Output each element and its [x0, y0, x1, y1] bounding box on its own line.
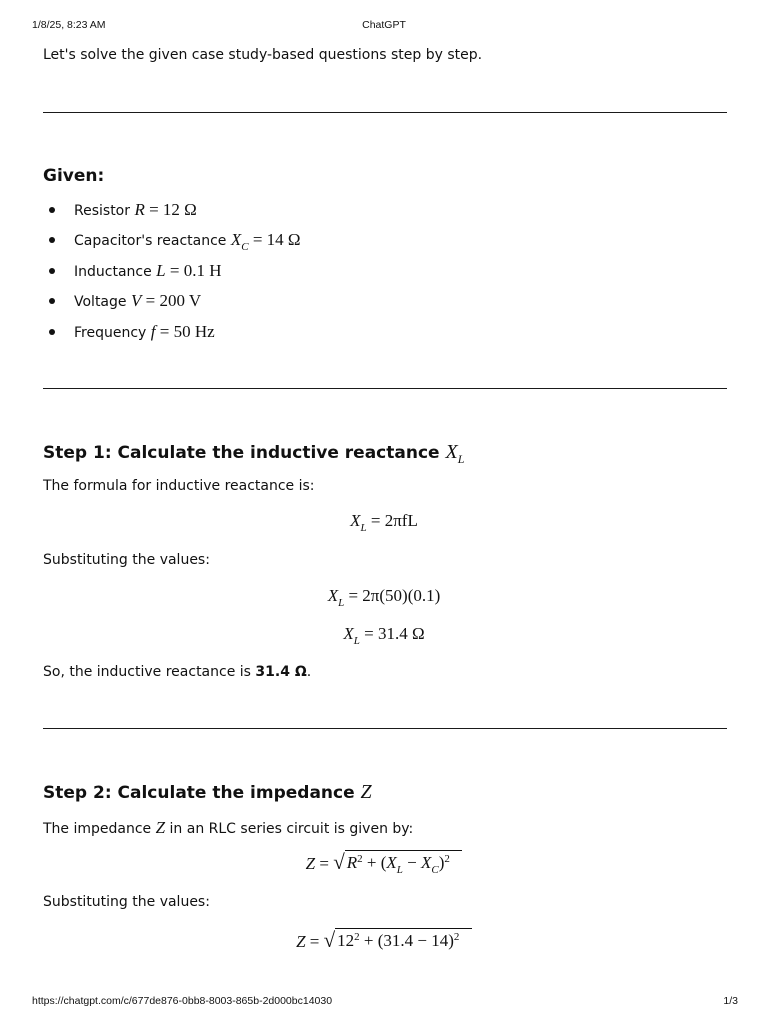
bullet-icon: [49, 268, 55, 274]
list-item: Inductance L = 0.1 H: [43, 257, 301, 287]
given-list: [43, 196, 301, 348]
print-url: https://chatgpt.com/c/677de876-0bb8-8003-865b-2d000bc14030: [32, 995, 333, 1007]
step1-formula: $X_L = 2\pi fL$: [350, 511, 418, 534]
print-datetime: 1/8/25, 8:23 AM: [32, 19, 106, 31]
step1-eq1: $X_L = 2\pi(50)(0.1)$: [327, 586, 441, 609]
list-item: Resistor R = 12 Ω: [43, 196, 301, 226]
step2-substituting: Substituting the values:: [43, 894, 210, 910]
step2-heading: Step 2: Calculate the impedance Z: [43, 781, 372, 803]
list-item: Voltage V = 200 V: [43, 287, 301, 317]
given-heading: Given:: [43, 166, 105, 186]
bullet-icon: [49, 298, 55, 304]
list-item: Frequency f = 50 Hz: [43, 318, 301, 348]
step2-intro: The impedance Z in an RLC series circuit is given by:: [43, 818, 414, 837]
step1-heading: Step 1: Calculate the inductive reactance $X_L$: [43, 441, 465, 466]
intro-text: Let's solve the given case study-based questions step by step.: [43, 47, 483, 63]
step2-formula: Z = √ $R^2 + (X_L - X_C)^2$: [0, 850, 768, 874]
step1-eq2: $X_L = 31.4$ Ω: [343, 624, 425, 647]
bullet-icon: [49, 329, 55, 335]
step1-conclusion: So, the inductive reactance is 31.4 Ω.: [43, 664, 312, 680]
divider: [43, 388, 727, 389]
bullet-icon: [49, 237, 55, 243]
bullet-icon: [49, 207, 55, 213]
print-footer: [0, 995, 768, 1009]
list-item: Capacitor's reactance $X_C = 14$ Ω: [43, 226, 301, 256]
divider: [43, 728, 727, 729]
print-page-title: ChatGPT: [362, 19, 406, 31]
divider: [43, 112, 727, 113]
print-header: [0, 19, 768, 33]
step1-substituting: Substituting the values:: [43, 552, 210, 568]
step2-eq1: Z = √ $12^2 + (31.4 - 14)^2$: [0, 928, 768, 952]
print-page-number: 1/3: [723, 995, 738, 1007]
step1-formula-intro: The formula for inductive reactance is:: [43, 478, 315, 494]
